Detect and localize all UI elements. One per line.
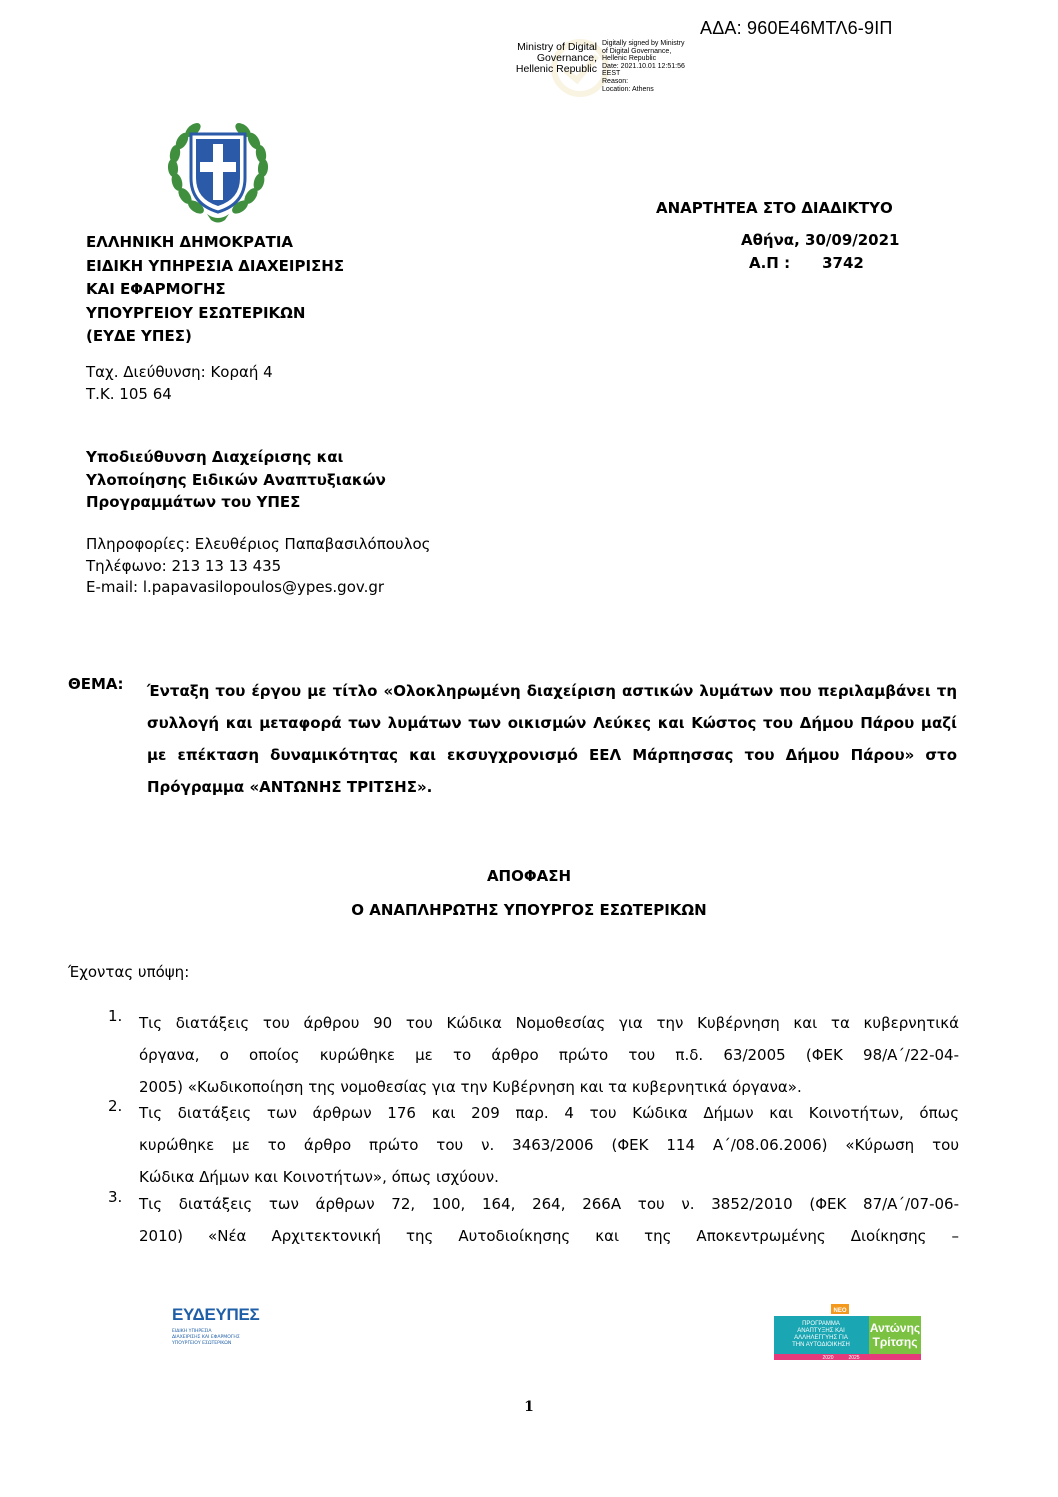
signature-signer xyxy=(497,42,597,75)
posting-note: ΑΝΑΡΤΗΤΕΑ ΣΤΟ ΔΙΑΔΙΚΤΥΟ xyxy=(656,199,893,217)
list-item-number: 3. xyxy=(108,1188,123,1206)
subunit-line: Προγραμμάτων του ΥΠΕΣ xyxy=(86,493,301,511)
signature-detail-line: EEST xyxy=(602,70,621,78)
issuer-line: ΕΙΔΙΚΗ ΥΠΗΡΕΣΙΑ ΔΙΑΧΕΙΡΙΣΗΣ xyxy=(86,256,345,275)
tritsis-name-line: Τρίτσης xyxy=(872,1335,918,1349)
subject-text: Ένταξη του έργου με τίτλο «Ολοκληρωμένη διαχείριση αστικών λυμάτων που περιλαμβάνει τη συλλογή και μεταφορά των λυμάτων των οικισμών Λεύκες και Κώστος του Δήμου Πάρου μαζί με επέκταση δυναμικότητας και εκσυγχρονισμό ΕΕΛ Μάρπησσας του Δήμου Πάρου» στο Πρόγραμμα «ΑΝΤΩΝΗΣ ΤΡΙΤΣΗΣ». xyxy=(147,682,957,796)
signature-detail-line: Location: Athens xyxy=(602,85,654,93)
contact-person: Πληροφορίες: Ελευθέριος Παπαβασιλόπουλος xyxy=(86,535,431,553)
eyde-logo-subtitle xyxy=(172,1329,240,1347)
tritsis-year: 2020 xyxy=(822,1355,834,1360)
tritsis-program-line: ΠΡΟΓΡΑΜΜΑ xyxy=(802,1321,840,1327)
signature-name-line: Ministry of Digital xyxy=(517,41,597,53)
eyde-logo-subtitle-line: ΕΙΔΙΚΗ ΥΠΗΡΕΣΙΑ xyxy=(172,1329,212,1334)
subject-label: ΘΕΜΑ: xyxy=(68,675,124,693)
signature-detail-line: Reason: xyxy=(602,77,629,85)
eyde-logo-name: ΕΥΔΕΥΠΕΣ xyxy=(172,1305,260,1324)
list-item-number: 2. xyxy=(108,1097,123,1115)
protocol-label: Α.Π : xyxy=(749,254,791,272)
list-item-line: κυρώθηκε με το άρθρο πρώτο του ν. 3463/2006 (ΦΕΚ 114 Α΄/08.06.2006) «Κύρωση του xyxy=(139,1136,959,1154)
list-item-line: Τις διατάξεις των άρθρων 176 και 209 παρ. 4 του Κώδικα Δήμων και Κοινοτήτων, όπως xyxy=(139,1104,959,1122)
list-item-line: Τις διατάξεις των άρθρων 72, 100, 164, 264, 266Α του ν. 3852/2010 (ΦΕΚ 87/Α΄/07-06- xyxy=(139,1195,959,1213)
signature-name-line: Hellenic Republic xyxy=(515,63,597,75)
contact-block xyxy=(86,534,430,599)
signature-name-line: Governance, xyxy=(536,52,597,64)
protocol-value: 3742 xyxy=(822,254,864,272)
tritsis-program-line: ΤΗΝ ΑΥΤΟΔΙΟΙΚΗΣΗ xyxy=(792,1342,850,1348)
address-block xyxy=(86,361,273,405)
signature-detail-line: Hellenic Republic xyxy=(602,55,657,63)
issuer-line: (ΕΥΔΕ ΥΠΕΣ) xyxy=(86,327,192,345)
contact-phone: Τηλέφωνο: 213 13 13 435 xyxy=(86,556,282,575)
street-address: Ταχ. Διεύθυνση: Κοραή 4 xyxy=(86,363,273,381)
tritsis-program-line: ΑΛΛΗΛΕΓΓΥΗΣ ΓΙΑ xyxy=(794,1335,848,1341)
postal-code: Τ.Κ. 105 64 xyxy=(86,385,172,403)
subunit-line: Υποδιεύθυνση Διαχείρισης και xyxy=(86,448,344,466)
considering-heading: Έχοντας υπόψη: xyxy=(68,963,190,981)
decision-title: ΑΠΟΦΑΣΗ xyxy=(486,867,572,885)
signature-detail-line: Digitally signed by Ministry xyxy=(602,40,685,47)
list-item-line: όργανα, ο οποίος κυρώθηκε με το άρθρο πρώτο του π.δ. 63/2005 (ΦΕΚ 98/Α΄/22-04- xyxy=(139,1046,959,1064)
subunit-block xyxy=(86,446,386,514)
tritsis-year: 2025 xyxy=(848,1355,860,1360)
eyde-ypes-logo xyxy=(172,1305,282,1355)
ada-identifier: ΑΔΑ: 960Ε46ΜΤΛ6-9ΙΠ xyxy=(700,18,893,38)
decision-authority: Ο ΑΝΑΠΛΗΡΩΤΗΣ ΥΠΟΥΡΓΟΣ ΕΣΩΤΕΡΙΚΩΝ xyxy=(351,901,707,919)
list-item-line: Κώδικα Δήμων και Κοινοτήτων», όπως ισχύουν. xyxy=(139,1168,499,1186)
page-number: 1 xyxy=(524,1399,534,1415)
document-date: Αθήνα, 30/09/2021 xyxy=(741,231,900,249)
greek-coat-of-arms-icon xyxy=(163,116,273,228)
issuer-block xyxy=(86,231,344,349)
antonis-tritsis-program-logo xyxy=(774,1304,924,1360)
tritsis-name-line: Αντώνης xyxy=(869,1321,921,1335)
list-item-line: 2005) «Κωδικοποίηση της νομοθεσίας για την Κυβέρνηση και τα κυβερνητικά όργανα». xyxy=(139,1078,802,1096)
issuer-line: ΚΑΙ ΕΦΑΡΜΟΓΗΣ xyxy=(86,280,226,298)
eyde-logo-subtitle-line: ΥΠΟΥΡΓΕΙΟΥ ΕΣΩΤΕΡΙΚΩΝ xyxy=(172,1341,232,1346)
signature-detail-line: Date: 2021.10.01 12:51:56 xyxy=(602,62,685,70)
signature-details xyxy=(602,40,685,93)
subunit-line: Υλοποίησης Ειδικών Αναπτυξιακών xyxy=(86,470,386,489)
signature-detail-line: of Digital Governance, xyxy=(602,47,672,55)
issuer-line: ΥΠΟΥΡΓΕΙΟΥ ΕΣΩΤΕΡΙΚΩΝ xyxy=(86,303,306,322)
protocol-number xyxy=(749,254,864,272)
list-item-line: 2010) «Νέα Αρχιτεκτονική της Αυτοδιοίκησης και της Αποκεντρωμένης Διοίκησης – xyxy=(139,1227,959,1245)
list-item-number: 1. xyxy=(108,1007,123,1025)
issuer-line: ΕΛΛΗΝΙΚΗ ΔΗΜΟΚΡΑΤΙΑ xyxy=(86,233,294,251)
tritsis-badge: ΝΕΟ xyxy=(833,1308,847,1314)
eyde-logo-subtitle-line: ΔΙΑΧΕΙΡΙΣΗΣ ΚΑΙ ΕΦΑΡΜΟΓΗΣ xyxy=(172,1335,240,1340)
contact-email: E-mail: l.papavasilopoulos@ypes.gov.gr xyxy=(86,578,385,596)
list-item-line: Τις διατάξεις του άρθρου 90 του Κώδικα Νομοθεσίας για την Κυβέρνηση και τα κυβερνητικά xyxy=(139,1014,959,1032)
tritsis-program-line: ΑΝΑΠΤΥΞΗΣ ΚΑΙ xyxy=(797,1328,845,1334)
